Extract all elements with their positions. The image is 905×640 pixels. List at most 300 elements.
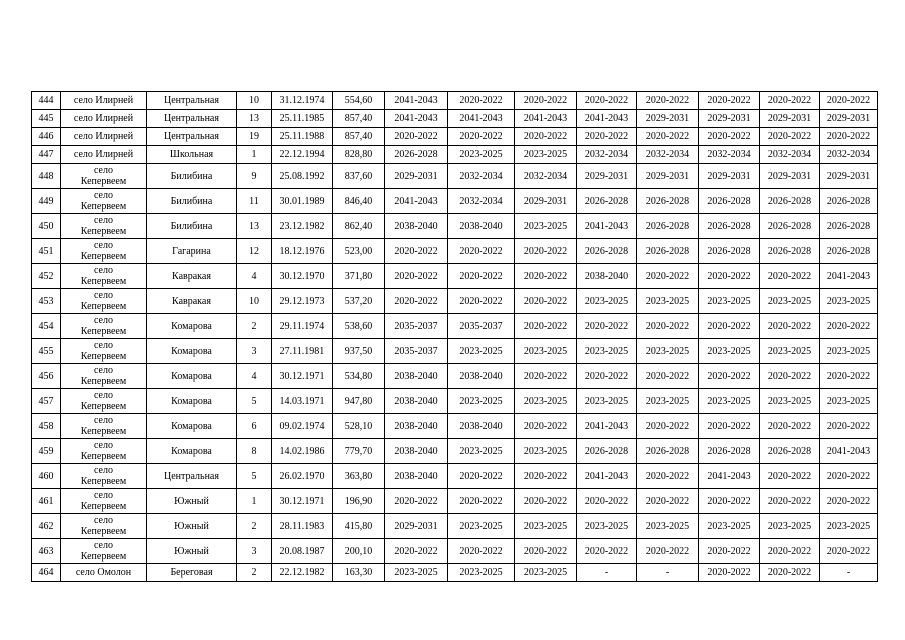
cell-period-col-8: 2020-2022 [820, 314, 878, 339]
cell-period-col-8: 2020-2022 [820, 539, 878, 564]
cell-period-col-8: 2020-2022 [820, 128, 878, 146]
cell-period-col-6: 2020-2022 [699, 414, 760, 439]
cell-row-number: 456 [32, 364, 61, 389]
cell-period-col-4: 2023-2025 [577, 389, 637, 414]
cell-commission-date: 30.12.1971 [272, 489, 333, 514]
cell-period-col-6: 2020-2022 [699, 364, 760, 389]
cell-period-col-1: 2020-2022 [385, 239, 448, 264]
table-row [32, 146, 878, 164]
cell-period-col-7: 2029-2031 [760, 164, 820, 189]
cell-period-col-3: 2020-2022 [515, 289, 577, 314]
cell-period-col-8: 2020-2022 [820, 364, 878, 389]
cell-house-number: 2 [237, 314, 272, 339]
cell-period-col-2: 2038-2040 [448, 214, 515, 239]
cell-period-col-6: 2026-2028 [699, 189, 760, 214]
cell-settlement: село Илирней [61, 110, 147, 128]
cell-period-col-4: 2041-2043 [577, 214, 637, 239]
cell-period-col-6: 2023-2025 [699, 514, 760, 539]
cell-commission-date: 14.02.1986 [272, 439, 333, 464]
cell-area: 163,30 [333, 564, 385, 582]
table-row [32, 389, 878, 414]
cell-period-col-1: 2020-2022 [385, 539, 448, 564]
cell-house-number: 3 [237, 539, 272, 564]
cell-period-col-7: 2020-2022 [760, 414, 820, 439]
cell-period-col-5: 2032-2034 [637, 146, 699, 164]
cell-period-col-4: 2023-2025 [577, 514, 637, 539]
cell-house-number: 6 [237, 414, 272, 439]
cell-period-col-5: 2029-2031 [637, 164, 699, 189]
cell-period-col-2: 2020-2022 [448, 489, 515, 514]
cell-street: Комарова [147, 389, 237, 414]
cell-settlement: село Илирней [61, 146, 147, 164]
cell-settlement: село Омолон [61, 564, 147, 582]
cell-period-col-7: 2020-2022 [760, 364, 820, 389]
cell-street: Южный [147, 539, 237, 564]
cell-period-col-1: 2020-2022 [385, 264, 448, 289]
cell-period-col-2: 2020-2022 [448, 92, 515, 110]
cell-period-col-7: 2023-2025 [760, 339, 820, 364]
cell-period-col-7: 2026-2028 [760, 214, 820, 239]
cell-period-col-3: 2020-2022 [515, 489, 577, 514]
cell-settlement: село Кепервеем [61, 164, 147, 189]
cell-area: 947,80 [333, 389, 385, 414]
cell-area: 537,20 [333, 289, 385, 314]
cell-commission-date: 09.02.1974 [272, 414, 333, 439]
cell-row-number: 451 [32, 239, 61, 264]
cell-row-number: 459 [32, 439, 61, 464]
cell-period-col-6: 2020-2022 [699, 314, 760, 339]
cell-street: Центральная [147, 128, 237, 146]
table-row [32, 128, 878, 146]
cell-period-col-3: 2020-2022 [515, 314, 577, 339]
cell-period-col-2: 2020-2022 [448, 289, 515, 314]
cell-period-col-2: 2020-2022 [448, 539, 515, 564]
cell-settlement: село Кепервеем [61, 364, 147, 389]
cell-commission-date: 31.12.1974 [272, 92, 333, 110]
cell-settlement: село Кепервеем [61, 314, 147, 339]
table-row [32, 464, 878, 489]
cell-period-col-3: 2023-2025 [515, 339, 577, 364]
cell-period-col-5: 2026-2028 [637, 239, 699, 264]
cell-period-col-6: 2020-2022 [699, 564, 760, 582]
cell-period-col-8: 2020-2022 [820, 489, 878, 514]
cell-settlement: село Кепервеем [61, 339, 147, 364]
cell-period-col-1: 2023-2025 [385, 564, 448, 582]
cell-house-number: 1 [237, 489, 272, 514]
cell-period-col-2: 2041-2043 [448, 110, 515, 128]
cell-period-col-5: 2020-2022 [637, 464, 699, 489]
cell-period-col-4: 2041-2043 [577, 110, 637, 128]
cell-period-col-4: 2020-2022 [577, 539, 637, 564]
cell-row-number: 460 [32, 464, 61, 489]
cell-period-col-3: 2020-2022 [515, 364, 577, 389]
cell-period-col-2: 2023-2025 [448, 146, 515, 164]
cell-commission-date: 30.01.1989 [272, 189, 333, 214]
cell-period-col-5: - [637, 564, 699, 582]
cell-street: Билибина [147, 214, 237, 239]
cell-period-col-4: 2020-2022 [577, 314, 637, 339]
cell-period-col-5: 2020-2022 [637, 364, 699, 389]
cell-street: Комарова [147, 314, 237, 339]
cell-street: Южный [147, 489, 237, 514]
cell-period-col-3: 2029-2031 [515, 189, 577, 214]
cell-row-number: 447 [32, 146, 61, 164]
table-row [32, 314, 878, 339]
cell-period-col-2: 2035-2037 [448, 314, 515, 339]
cell-period-col-1: 2038-2040 [385, 389, 448, 414]
cell-period-col-1: 2041-2043 [385, 110, 448, 128]
cell-commission-date: 25.11.1988 [272, 128, 333, 146]
cell-period-col-3: 2020-2022 [515, 464, 577, 489]
cell-period-col-2: 2023-2025 [448, 389, 515, 414]
cell-period-col-8: 2026-2028 [820, 214, 878, 239]
cell-period-col-4: - [577, 564, 637, 582]
cell-period-col-8: 2032-2034 [820, 146, 878, 164]
cell-area: 937,50 [333, 339, 385, 364]
cell-period-col-7: 2023-2025 [760, 514, 820, 539]
cell-house-number: 9 [237, 164, 272, 189]
cell-period-col-1: 2020-2022 [385, 128, 448, 146]
table-row [32, 539, 878, 564]
cell-period-col-7: 2020-2022 [760, 264, 820, 289]
cell-period-col-7: 2029-2031 [760, 110, 820, 128]
cell-commission-date: 25.08.1992 [272, 164, 333, 189]
cell-period-col-1: 2038-2040 [385, 414, 448, 439]
cell-period-col-8: 2026-2028 [820, 239, 878, 264]
cell-commission-date: 20.08.1987 [272, 539, 333, 564]
cell-period-col-6: 2020-2022 [699, 92, 760, 110]
cell-period-col-5: 2020-2022 [637, 128, 699, 146]
cell-commission-date: 22.12.1982 [272, 564, 333, 582]
cell-settlement: село Кепервеем [61, 214, 147, 239]
table-row [32, 239, 878, 264]
cell-period-col-2: 2023-2025 [448, 514, 515, 539]
cell-period-col-2: 2023-2025 [448, 339, 515, 364]
cell-period-col-8: 2029-2031 [820, 164, 878, 189]
cell-house-number: 11 [237, 189, 272, 214]
cell-period-col-6: 2026-2028 [699, 239, 760, 264]
cell-area: 846,40 [333, 189, 385, 214]
cell-period-col-3: 2023-2025 [515, 389, 577, 414]
cell-period-col-3: 2020-2022 [515, 539, 577, 564]
cell-row-number: 462 [32, 514, 61, 539]
cell-commission-date: 23.12.1982 [272, 214, 333, 239]
cell-house-number: 10 [237, 289, 272, 314]
cell-period-col-8: 2023-2025 [820, 389, 878, 414]
cell-house-number: 2 [237, 564, 272, 582]
cell-street: Кавракая [147, 289, 237, 314]
cell-period-col-5: 2020-2022 [637, 264, 699, 289]
table-row [32, 214, 878, 239]
cell-row-number: 446 [32, 128, 61, 146]
table-row [32, 489, 878, 514]
cell-house-number: 12 [237, 239, 272, 264]
cell-period-col-5: 2023-2025 [637, 339, 699, 364]
cell-house-number: 13 [237, 110, 272, 128]
cell-period-col-3: 2023-2025 [515, 214, 577, 239]
cell-period-col-6: 2029-2031 [699, 110, 760, 128]
cell-street: Гагарина [147, 239, 237, 264]
cell-commission-date: 26.02.1970 [272, 464, 333, 489]
cell-period-col-2: 2020-2022 [448, 239, 515, 264]
cell-period-col-1: 2035-2037 [385, 314, 448, 339]
cell-period-col-8: 2020-2022 [820, 464, 878, 489]
cell-period-col-5: 2020-2022 [637, 489, 699, 514]
cell-period-col-6: 2020-2022 [699, 539, 760, 564]
cell-row-number: 457 [32, 389, 61, 414]
cell-commission-date: 18.12.1976 [272, 239, 333, 264]
cell-period-col-8: 2023-2025 [820, 339, 878, 364]
cell-period-col-1: 2020-2022 [385, 289, 448, 314]
cell-row-number: 449 [32, 189, 61, 214]
cell-area: 200,10 [333, 539, 385, 564]
cell-row-number: 458 [32, 414, 61, 439]
cell-street: Комарова [147, 339, 237, 364]
cell-commission-date: 14.03.1971 [272, 389, 333, 414]
table-row [32, 92, 878, 110]
cell-period-col-6: 2020-2022 [699, 264, 760, 289]
table-row [32, 414, 878, 439]
cell-street: Центральная [147, 92, 237, 110]
cell-period-col-4: 2041-2043 [577, 414, 637, 439]
cell-house-number: 2 [237, 514, 272, 539]
cell-street: Кавракая [147, 264, 237, 289]
cell-period-col-6: 2026-2028 [699, 439, 760, 464]
cell-settlement: село Кепервеем [61, 239, 147, 264]
cell-period-col-6: 2020-2022 [699, 489, 760, 514]
cell-row-number: 448 [32, 164, 61, 189]
cell-period-col-6: 2032-2034 [699, 146, 760, 164]
table-row [32, 364, 878, 389]
cell-period-col-4: 2023-2025 [577, 339, 637, 364]
cell-period-col-8: 2029-2031 [820, 110, 878, 128]
cell-period-col-3: 2020-2022 [515, 128, 577, 146]
cell-street: Комарова [147, 414, 237, 439]
cell-area: 779,70 [333, 439, 385, 464]
cell-commission-date: 29.12.1973 [272, 289, 333, 314]
cell-area: 862,40 [333, 214, 385, 239]
cell-period-col-6: 2029-2031 [699, 164, 760, 189]
cell-period-col-1: 2041-2043 [385, 92, 448, 110]
cell-period-col-4: 2026-2028 [577, 189, 637, 214]
cell-period-col-8: 2026-2028 [820, 189, 878, 214]
cell-period-col-3: 2023-2025 [515, 564, 577, 582]
cell-commission-date: 30.12.1970 [272, 264, 333, 289]
cell-period-col-7: 2020-2022 [760, 128, 820, 146]
cell-street: Школьная [147, 146, 237, 164]
cell-period-col-3: 2020-2022 [515, 92, 577, 110]
table-row [32, 110, 878, 128]
cell-period-col-8: 2020-2022 [820, 414, 878, 439]
cell-period-col-1: 2026-2028 [385, 146, 448, 164]
cell-settlement: село Кепервеем [61, 514, 147, 539]
cell-house-number: 5 [237, 389, 272, 414]
cell-period-col-2: 2038-2040 [448, 414, 515, 439]
cell-area: 534,80 [333, 364, 385, 389]
cell-row-number: 461 [32, 489, 61, 514]
cell-settlement: село Кепервеем [61, 289, 147, 314]
cell-settlement: село Кепервеем [61, 489, 147, 514]
cell-row-number: 463 [32, 539, 61, 564]
cell-period-col-2: 2023-2025 [448, 564, 515, 582]
table-row [32, 514, 878, 539]
cell-street: Билибина [147, 164, 237, 189]
cell-period-col-6: 2041-2043 [699, 464, 760, 489]
cell-period-col-7: 2026-2028 [760, 239, 820, 264]
cell-period-col-8: 2023-2025 [820, 514, 878, 539]
cell-period-col-1: 2038-2040 [385, 364, 448, 389]
cell-period-col-4: 2026-2028 [577, 239, 637, 264]
cell-area: 363,80 [333, 464, 385, 489]
cell-period-col-8: 2020-2022 [820, 92, 878, 110]
cell-period-col-4: 2020-2022 [577, 489, 637, 514]
cell-area: 371,80 [333, 264, 385, 289]
cell-period-col-5: 2023-2025 [637, 389, 699, 414]
cell-row-number: 452 [32, 264, 61, 289]
cell-row-number: 454 [32, 314, 61, 339]
cell-period-col-3: 2041-2043 [515, 110, 577, 128]
cell-commission-date: 29.11.1974 [272, 314, 333, 339]
cell-area: 857,40 [333, 110, 385, 128]
cell-house-number: 10 [237, 92, 272, 110]
cell-period-col-5: 2026-2028 [637, 439, 699, 464]
cell-period-col-8: 2041-2043 [820, 264, 878, 289]
cell-period-col-1: 2038-2040 [385, 464, 448, 489]
cell-period-col-5: 2023-2025 [637, 514, 699, 539]
cell-period-col-5: 2020-2022 [637, 314, 699, 339]
cell-period-col-2: 2032-2034 [448, 164, 515, 189]
cell-period-col-7: 2020-2022 [760, 539, 820, 564]
cell-row-number: 455 [32, 339, 61, 364]
cell-period-col-4: 2020-2022 [577, 128, 637, 146]
cell-period-col-7: 2032-2034 [760, 146, 820, 164]
cell-area: 837,60 [333, 164, 385, 189]
housing-repair-schedule-table [31, 91, 878, 582]
cell-settlement: село Кепервеем [61, 539, 147, 564]
cell-period-col-1: 2029-2031 [385, 164, 448, 189]
table-row [32, 189, 878, 214]
cell-period-col-4: 2029-2031 [577, 164, 637, 189]
cell-period-col-3: 2020-2022 [515, 239, 577, 264]
cell-settlement: село Илирней [61, 92, 147, 110]
cell-period-col-7: 2020-2022 [760, 489, 820, 514]
cell-period-col-5: 2020-2022 [637, 414, 699, 439]
cell-period-col-1: 2020-2022 [385, 489, 448, 514]
cell-period-col-2: 2020-2022 [448, 264, 515, 289]
cell-period-col-5: 2020-2022 [637, 539, 699, 564]
cell-period-col-6: 2023-2025 [699, 339, 760, 364]
cell-period-col-6: 2023-2025 [699, 289, 760, 314]
cell-period-col-6: 2026-2028 [699, 214, 760, 239]
cell-period-col-1: 2038-2040 [385, 439, 448, 464]
cell-street: Комарова [147, 364, 237, 389]
cell-period-col-7: 2026-2028 [760, 439, 820, 464]
cell-house-number: 4 [237, 264, 272, 289]
cell-house-number: 19 [237, 128, 272, 146]
cell-period-col-7: 2020-2022 [760, 92, 820, 110]
cell-period-col-7: 2020-2022 [760, 314, 820, 339]
cell-street: Комарова [147, 439, 237, 464]
cell-period-col-7: 2026-2028 [760, 189, 820, 214]
cell-settlement: село Кепервеем [61, 414, 147, 439]
cell-area: 415,80 [333, 514, 385, 539]
table-row [32, 439, 878, 464]
cell-period-col-3: 2023-2025 [515, 514, 577, 539]
cell-settlement: село Кепервеем [61, 464, 147, 489]
cell-commission-date: 27.11.1981 [272, 339, 333, 364]
cell-period-col-5: 2026-2028 [637, 189, 699, 214]
cell-period-col-7: 2023-2025 [760, 389, 820, 414]
cell-settlement: село Илирней [61, 128, 147, 146]
cell-area: 523,00 [333, 239, 385, 264]
table-body [32, 92, 878, 582]
cell-period-col-2: 2038-2040 [448, 364, 515, 389]
cell-period-col-5: 2020-2022 [637, 92, 699, 110]
cell-period-col-2: 2023-2025 [448, 439, 515, 464]
cell-house-number: 8 [237, 439, 272, 464]
cell-period-col-3: 2032-2034 [515, 164, 577, 189]
cell-commission-date: 22.12.1994 [272, 146, 333, 164]
cell-commission-date: 30.12.1971 [272, 364, 333, 389]
cell-period-col-2: 2020-2022 [448, 128, 515, 146]
cell-period-col-4: 2020-2022 [577, 364, 637, 389]
cell-period-col-4: 2041-2043 [577, 464, 637, 489]
cell-period-col-2: 2032-2034 [448, 189, 515, 214]
table-row [32, 564, 878, 582]
table-row [32, 339, 878, 364]
cell-period-col-5: 2029-2031 [637, 110, 699, 128]
cell-period-col-3: 2020-2022 [515, 264, 577, 289]
cell-period-col-4: 2026-2028 [577, 439, 637, 464]
cell-period-col-4: 2020-2022 [577, 92, 637, 110]
cell-house-number: 1 [237, 146, 272, 164]
cell-settlement: село Кепервеем [61, 264, 147, 289]
cell-period-col-3: 2023-2025 [515, 439, 577, 464]
cell-period-col-1: 2035-2037 [385, 339, 448, 364]
cell-period-col-3: 2020-2022 [515, 414, 577, 439]
cell-period-col-7: 2020-2022 [760, 564, 820, 582]
cell-period-col-4: 2038-2040 [577, 264, 637, 289]
cell-period-col-1: 2041-2043 [385, 189, 448, 214]
cell-row-number: 464 [32, 564, 61, 582]
cell-row-number: 450 [32, 214, 61, 239]
cell-period-col-7: 2020-2022 [760, 464, 820, 489]
cell-period-col-3: 2023-2025 [515, 146, 577, 164]
cell-period-col-5: 2026-2028 [637, 214, 699, 239]
cell-period-col-6: 2023-2025 [699, 389, 760, 414]
cell-street: Центральная [147, 464, 237, 489]
cell-row-number: 445 [32, 110, 61, 128]
cell-commission-date: 25.11.1985 [272, 110, 333, 128]
cell-period-col-6: 2020-2022 [699, 128, 760, 146]
cell-street: Южный [147, 514, 237, 539]
cell-period-col-5: 2023-2025 [637, 289, 699, 314]
cell-period-col-7: 2023-2025 [760, 289, 820, 314]
table-row [32, 164, 878, 189]
cell-house-number: 5 [237, 464, 272, 489]
cell-house-number: 13 [237, 214, 272, 239]
cell-settlement: село Кепервеем [61, 389, 147, 414]
cell-area: 196,90 [333, 489, 385, 514]
cell-row-number: 453 [32, 289, 61, 314]
cell-area: 528,10 [333, 414, 385, 439]
cell-area: 538,60 [333, 314, 385, 339]
cell-period-col-8: 2023-2025 [820, 289, 878, 314]
cell-street: Билибина [147, 189, 237, 214]
cell-period-col-2: 2020-2022 [448, 464, 515, 489]
cell-house-number: 3 [237, 339, 272, 364]
cell-period-col-4: 2023-2025 [577, 289, 637, 314]
